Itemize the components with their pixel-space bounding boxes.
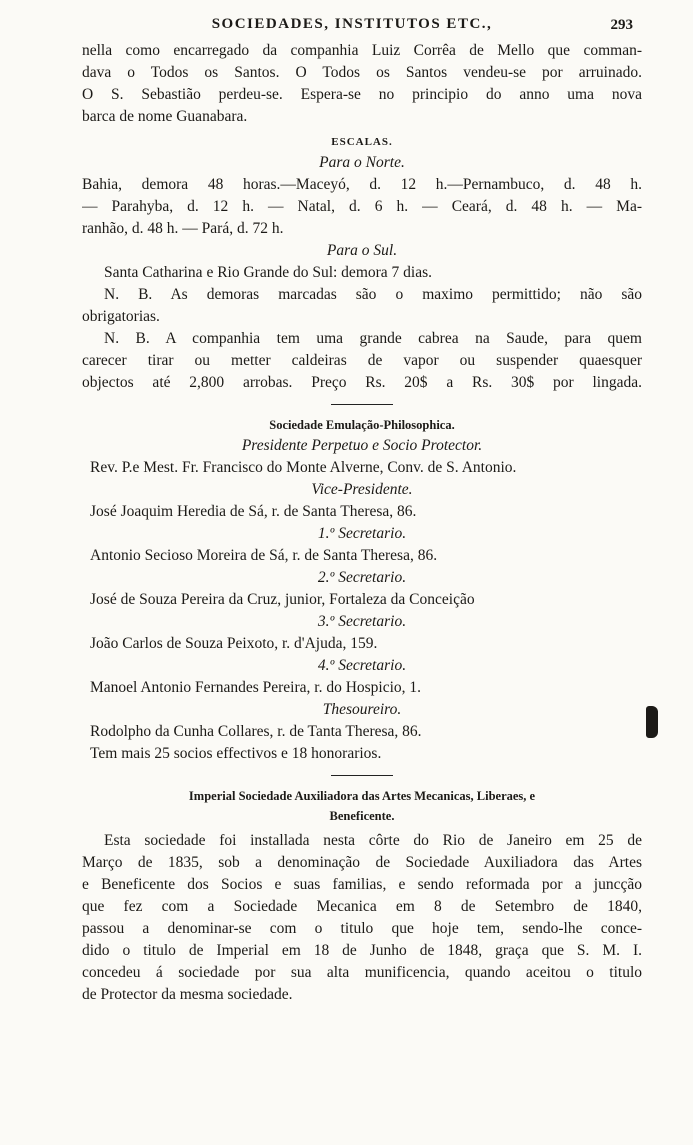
roster-role: 4.º Secretario. [317,657,407,674]
page-body [82,40,642,1006]
text-line: passou a denominar-se com o titulo que hoje tem, sendo-lhe conce- [82,920,642,937]
text-line: dido o titulo de Imperial em 18 de Junho de 1848, graça que S. M. I. [82,942,642,959]
roster-member: João Carlos de Souza Peixoto, r. d'Ajuda, 159. [90,635,378,652]
text-line: Santa Catharina e Rio Grande do Sul: demora 7 dias. [104,264,433,281]
text-line: dava o Todos os Santos. O Todos os Santos vendeu-se por arruinado. [82,64,642,81]
north-heading: Para o Norte. [319,154,405,171]
roster-member: Manoel Antonio Fernandes Pereira, r. do Hospicio, 1. [90,679,422,696]
text-line: nella como encarregado da companhia Luiz Corrêa de Mello que comman- [82,42,642,59]
section-divider [331,404,393,405]
page-number: 293 [610,17,633,33]
roster-role: Thesoureiro. [322,701,402,718]
society-title: Imperial Sociedade Auxiliadora das Artes Mecanicas, Liberaes, e [188,789,536,803]
roster-role: Vice-Presidente. [311,481,413,498]
roster-member: Rev. P.e Mest. Fr. Francisco do Monte Alverne, Conv. de S. Antonio. [90,459,517,476]
society-roster [82,435,642,765]
roster-role: Presidente Perpetuo e Socio Protector. [241,437,483,454]
south-schedule [82,262,642,394]
members-note: Tem mais 25 socios effectivos e 18 honorarios. [90,745,382,762]
intro-paragraph [82,40,642,128]
text-line: — Parahyba, d. 12 h. — Natal, d. 6 h. — Ceará, d. 48 h. — Ma- [82,198,642,215]
south-heading: Para o Sul. [326,242,398,259]
text-line: Esta sociedade foi installada nesta côrte do Rio de Janeiro em 25 de [104,832,642,849]
text-line: de Protector da mesma sociedade. [82,986,293,1003]
north-schedule [82,174,642,240]
text-line: O S. Sebastião perdeu-se. Espera-se no principio do anno uma nova [82,86,642,103]
section-divider [331,775,393,776]
roster-role: 1.º Secretario. [317,525,407,542]
roster-member: José de Souza Pereira da Cruz, junior, Fortaleza da Conceição [90,591,475,608]
roster-role: 3.º Secretario. [317,613,407,630]
text-line: ranhão, d. 48 h. — Pará, d. 72 h. [82,220,284,237]
roster-role: 2.º Secretario. [317,569,407,586]
margin-ink-mark [646,706,658,738]
note-line: N. B. As demoras marcadas são o maximo permittido; não são [104,286,642,303]
roster-member: Antonio Secioso Moreira de Sá, r. de Santa Theresa, 86. [90,547,438,564]
society-title: Sociedade Emulação-Philosophica. [269,418,455,432]
note-line: objectos até 2,800 arrobas. Preço Rs. 20$ a Rs. 30$ por lingada. [82,374,642,391]
note-line: obrigatorias. [82,308,160,325]
note-line: carecer tirar ou metter caldeiras de vapor ou suspender quaesquer [82,352,642,369]
running-header [0,16,693,40]
roster-member: José Joaquim Heredia de Sá, r. de Santa Theresa, 86. [90,503,417,520]
roster-member: Rodolpho da Cunha Collares, r. de Tanta Theresa, 86. [90,723,422,740]
note-line: N. B. A companhia tem uma grande cabrea na Saude, para quem [104,330,642,347]
society-title: Beneficente. [329,809,395,823]
escalas-heading: ESCALAS. [331,136,393,148]
text-line: que fez com a Sociedade Mecanica em 8 de Setembro de 1840, [82,898,642,915]
society-paragraph [82,830,642,1006]
text-line: concedeu á sociedade por sua alta munificencia, quando aceitou o titulo [82,964,642,981]
running-title: SOCIEDADES, INSTITUTOS ETC., [211,16,493,32]
text-line: barca de nome Guanabara. [82,108,248,125]
text-line: Bahia, demora 48 horas.—Maceyó, d. 12 h.—Pernambuco, d. 48 h. [82,176,642,193]
text-line: e Beneficente dos Socios e suas familias, e sendo reformada por a juncção [82,876,642,893]
text-line: Março de 1835, sob a denominação de Sociedade Auxiliadora das Artes [82,854,642,871]
